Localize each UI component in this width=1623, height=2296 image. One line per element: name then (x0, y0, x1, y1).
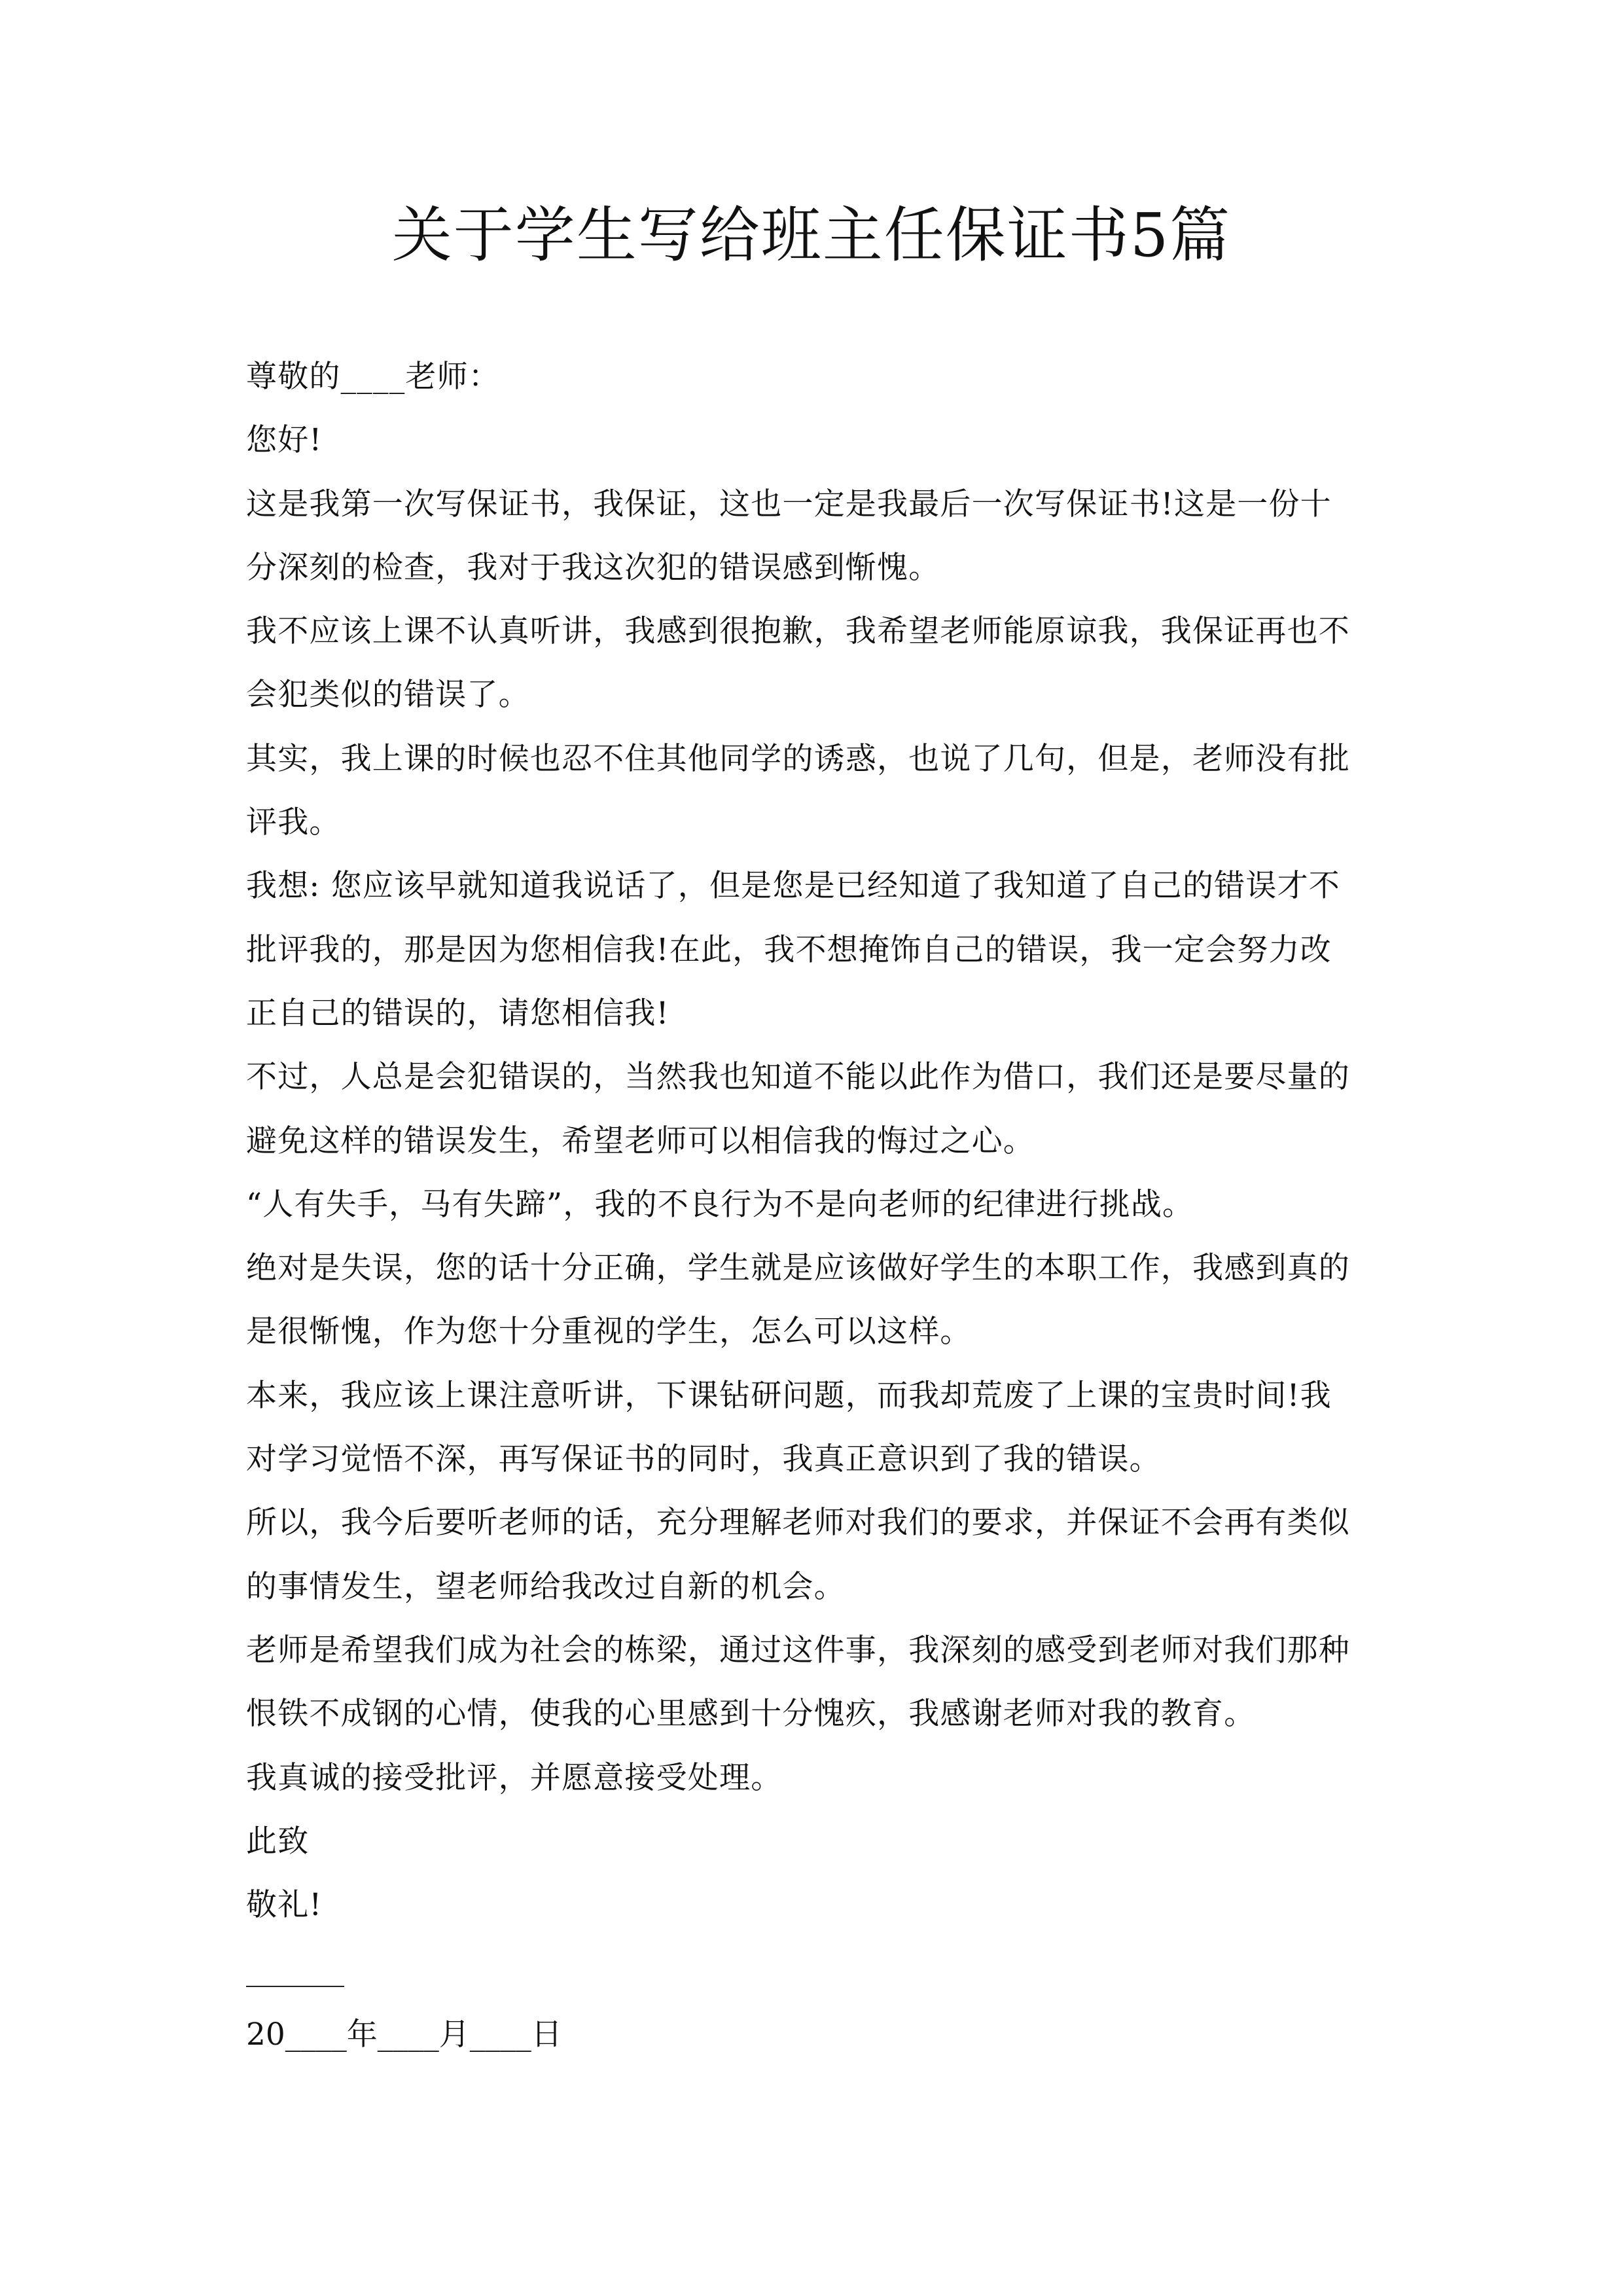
body-line: 的事情发生，望老师给我改过自新的机会。 (246, 1568, 846, 1605)
body-line: 老师是希望我们成为社会的栋梁，通过这件事，我深刻的感受到老师对我们那种 (246, 1632, 1350, 1668)
body-line: 这是我第一次写保证书，我保证，这也一定是我最后一次写保证书!这是一份十 (246, 486, 1332, 522)
body-line: 是很惭愧，作为您十分重视的学生，怎么可以这样。 (246, 1314, 972, 1350)
body-line: 我不应该上课不认真听讲，我感到很抱歉，我希望老师能原谅我，我保证再也不 (246, 613, 1350, 650)
body-line: 所以，我今后要听老师的话，充分理解老师对我们的要求，并保证不会再有类似 (246, 1505, 1350, 1541)
closing-line: 此致 (246, 1823, 310, 1859)
greeting: 您好! (246, 422, 323, 459)
body-line: 会犯类似的错误了。 (246, 677, 530, 713)
body-line: 我想: 您应该早就知道我说话了，但是您是已经知道了我知道了自己的错误才不 (246, 868, 1340, 905)
body-line: 我真诚的接受批评，并愿意接受处理。 (246, 1759, 783, 1796)
body-line: 批评我的，那是因为您相信我!在此，我不想掩饰自己的错误，我一定会努力改 (246, 931, 1332, 968)
body-line: “人有失手，马有失蹄”，我的不良行为不是向老师的纪律进行挑战。 (246, 1186, 1194, 1223)
body-line: 本来，我应该上课注意听讲，下课钻研问题，而我却荒废了上课的宝贵时间!我 (246, 1377, 1332, 1414)
salutation: 尊敬的____老师： (246, 359, 500, 395)
body-line: 正自己的错误的，请您相信我! (246, 995, 669, 1031)
closing-salute: 敬礼! (246, 1887, 323, 1924)
body-line: 绝对是失误，您的话十分正确，学生就是应该做好学生的本职工作，我感到真的 (246, 1250, 1350, 1287)
body-line: 恨铁不成钢的心情，使我的心里感到十分愧疚，我感谢老师对我的教育。 (246, 1696, 1256, 1732)
body-line: 避免这样的错误发生，希望老师可以相信我的悔过之心。 (246, 1122, 1035, 1159)
signature-blank-line (246, 1986, 344, 1987)
body-line: 其实，我上课的时候也忍不住其他同学的诱惑，也说了几句，但是，老师没有批 (246, 740, 1350, 777)
body-line: 不过，人总是会犯错误的，当然我也知道不能以此作为借口，我们还是要尽量的 (246, 1059, 1350, 1096)
document-title: 关于学生写给班主任保证书5篇 (391, 200, 1232, 270)
body-line: 对学习觉悟不深，再写保证书的同时，我真正意识到了我的错误。 (246, 1441, 1161, 1478)
date-line: 20____年____月____日 (246, 2017, 562, 2053)
body-line: 评我。 (246, 804, 341, 841)
body-line: 分深刻的检查，我对于我这次犯的错误感到惭愧。 (246, 549, 940, 586)
letter-body (246, 345, 1398, 1937)
